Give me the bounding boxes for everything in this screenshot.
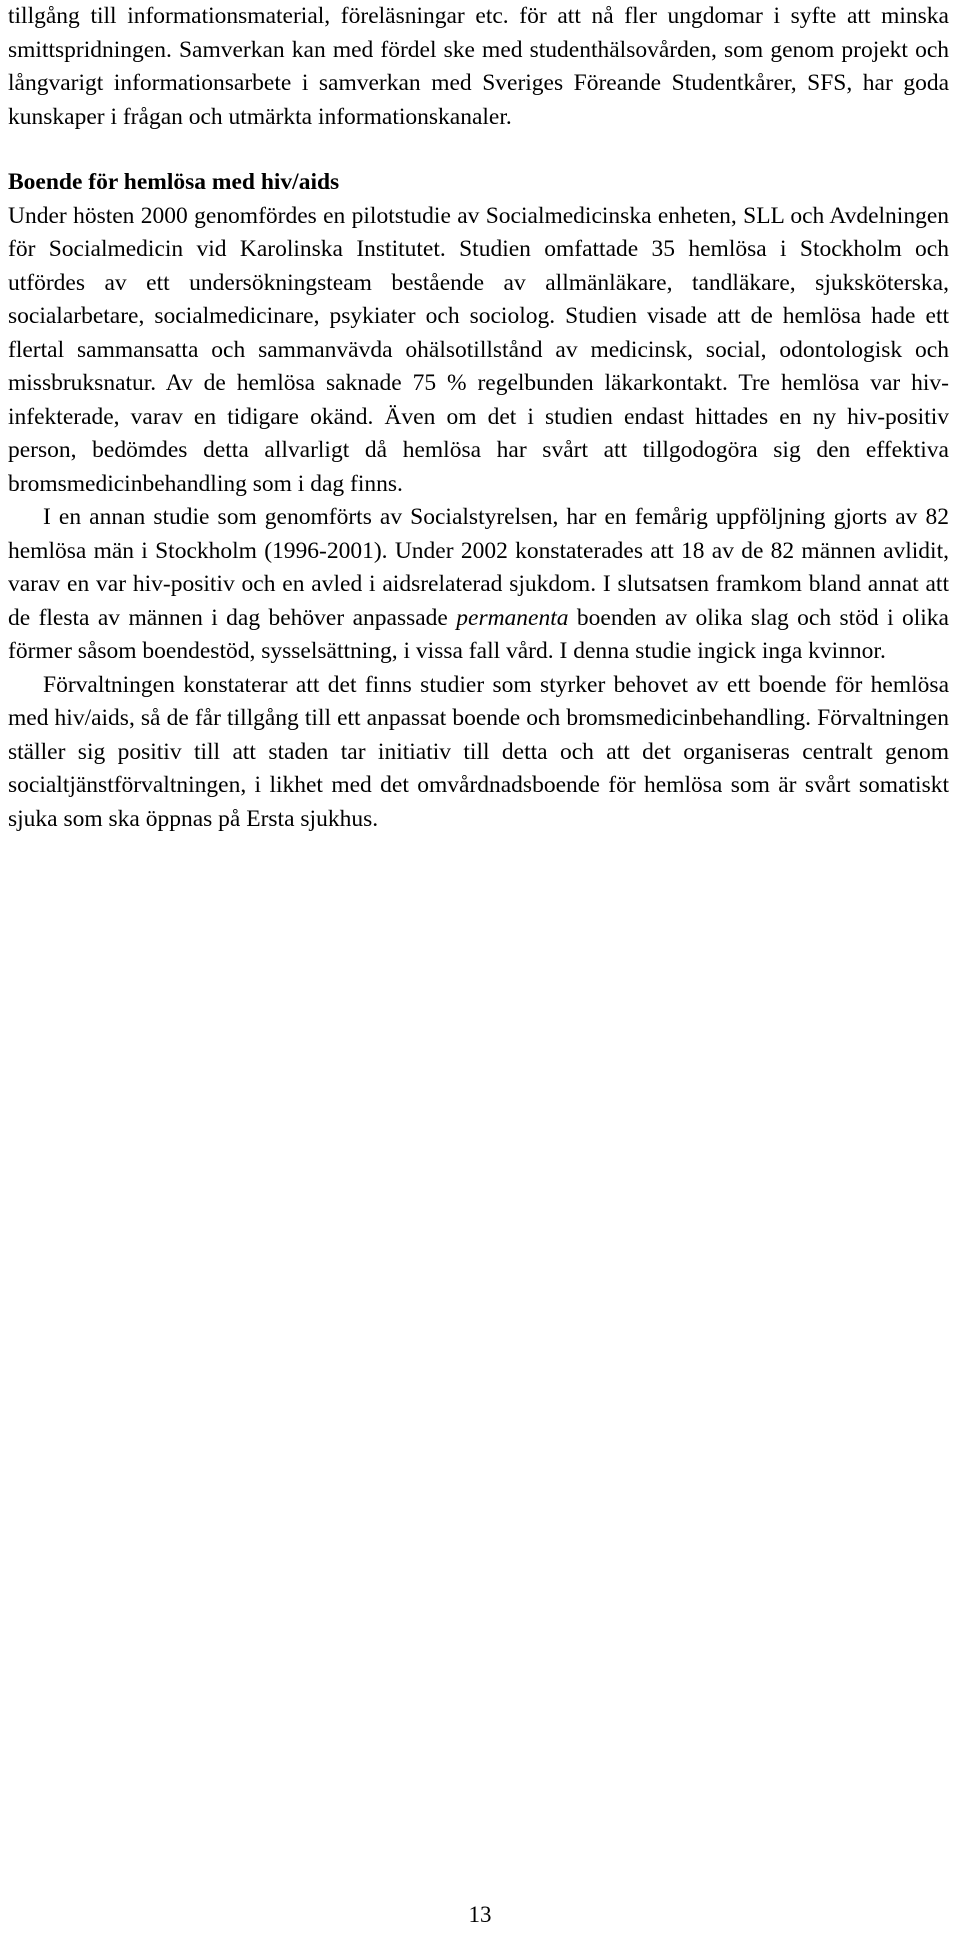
document-page (8, 0, 949, 836)
section-heading: Boende för hemlösa med hiv/aids (8, 169, 340, 195)
intro-paragraph: tillgång till informationsmaterial, föreläsningar etc. för att nå fler ungdomar i syfte att minska smittspridningen. Samverkan kan med fördel ske med studenthälsovården, som genom projekt och långvarigt informationsarbete i samverkan med Sveriges Föreande Studentkårer, SFS, har goda kunskaper i frågan och utmärkta informationskanaler. (8, 3, 949, 130)
paragraph-text: boenden av olika slag och stöd i olika förmer såsom boendestöd, sysselsättning, i vissa fall vård. I denna studie ingick inga kvinnor. (8, 604, 949, 664)
page-number: 13 (468, 1902, 492, 1927)
paragraph-socialstyrelsen-study (8, 501, 949, 669)
paragraph-conclusion: Förvaltningen konstaterar att det finns studier som styrker behovet av ett boende för hemlösa med hiv/aids, så de får tillgång till ett anpassat boende och bromsmedicinbehandling. Förvaltningen ställer sig positiv till att staden tar initiativ till detta och att det organiseras centralt genom socialtjänstförvaltningen, i likhet med det omvårdnadsboende för hemlösa som är svårt somatiskt sjuka som ska öppnas på Ersta sjukhus. (8, 671, 949, 832)
paragraph-pilot-study: Under hösten 2000 genomfördes en pilotstudie av Socialmedicinska enheten, SLL och Avdelningen för Socialmedicin vid Karolinska Institutet. Studien omfattade 35 hemlösa i Stockholm och utfördes av ett undersökningsteam bestående av allmänläkare, tandläkare, sjuksköterska, socialarbetare, socialmedicinare, psykiater och sociolog. Studien visade att de hemlösa hade ett flertal sammansatta och sammanvävda ohälsotillstånd av medicinsk, social, odontologisk och missbruksnatur. Av de hemlösa saknade 75 % regelbunden läkarkontakt. Tre hemlösa var hiv-infekterade, varav en tidigare okänd. Även om det i studien endast hittades en ny hiv-positiv person, bedömdes detta allvarligt då hemlösa har svårt att tillgodogöra sig den effektiva bromsmedicinbehandling som i dag finns. (8, 202, 949, 497)
emphasized-word: permanenta (456, 604, 569, 631)
paragraph-text: I en annan studie som genomförts av Socialstyrelsen, har en femårig uppföljning gjorts av 82 hemlösa män i Stockholm (1996-2001). Under 2002 konstaterades att 18 av de 82 männen avlidit, varav en var hiv-positiv och en avled i aidsrelaterad sjukdom. I slutsatsen framkom bland annat att de flesta av männen i dag behöver anpassade (8, 504, 949, 631)
